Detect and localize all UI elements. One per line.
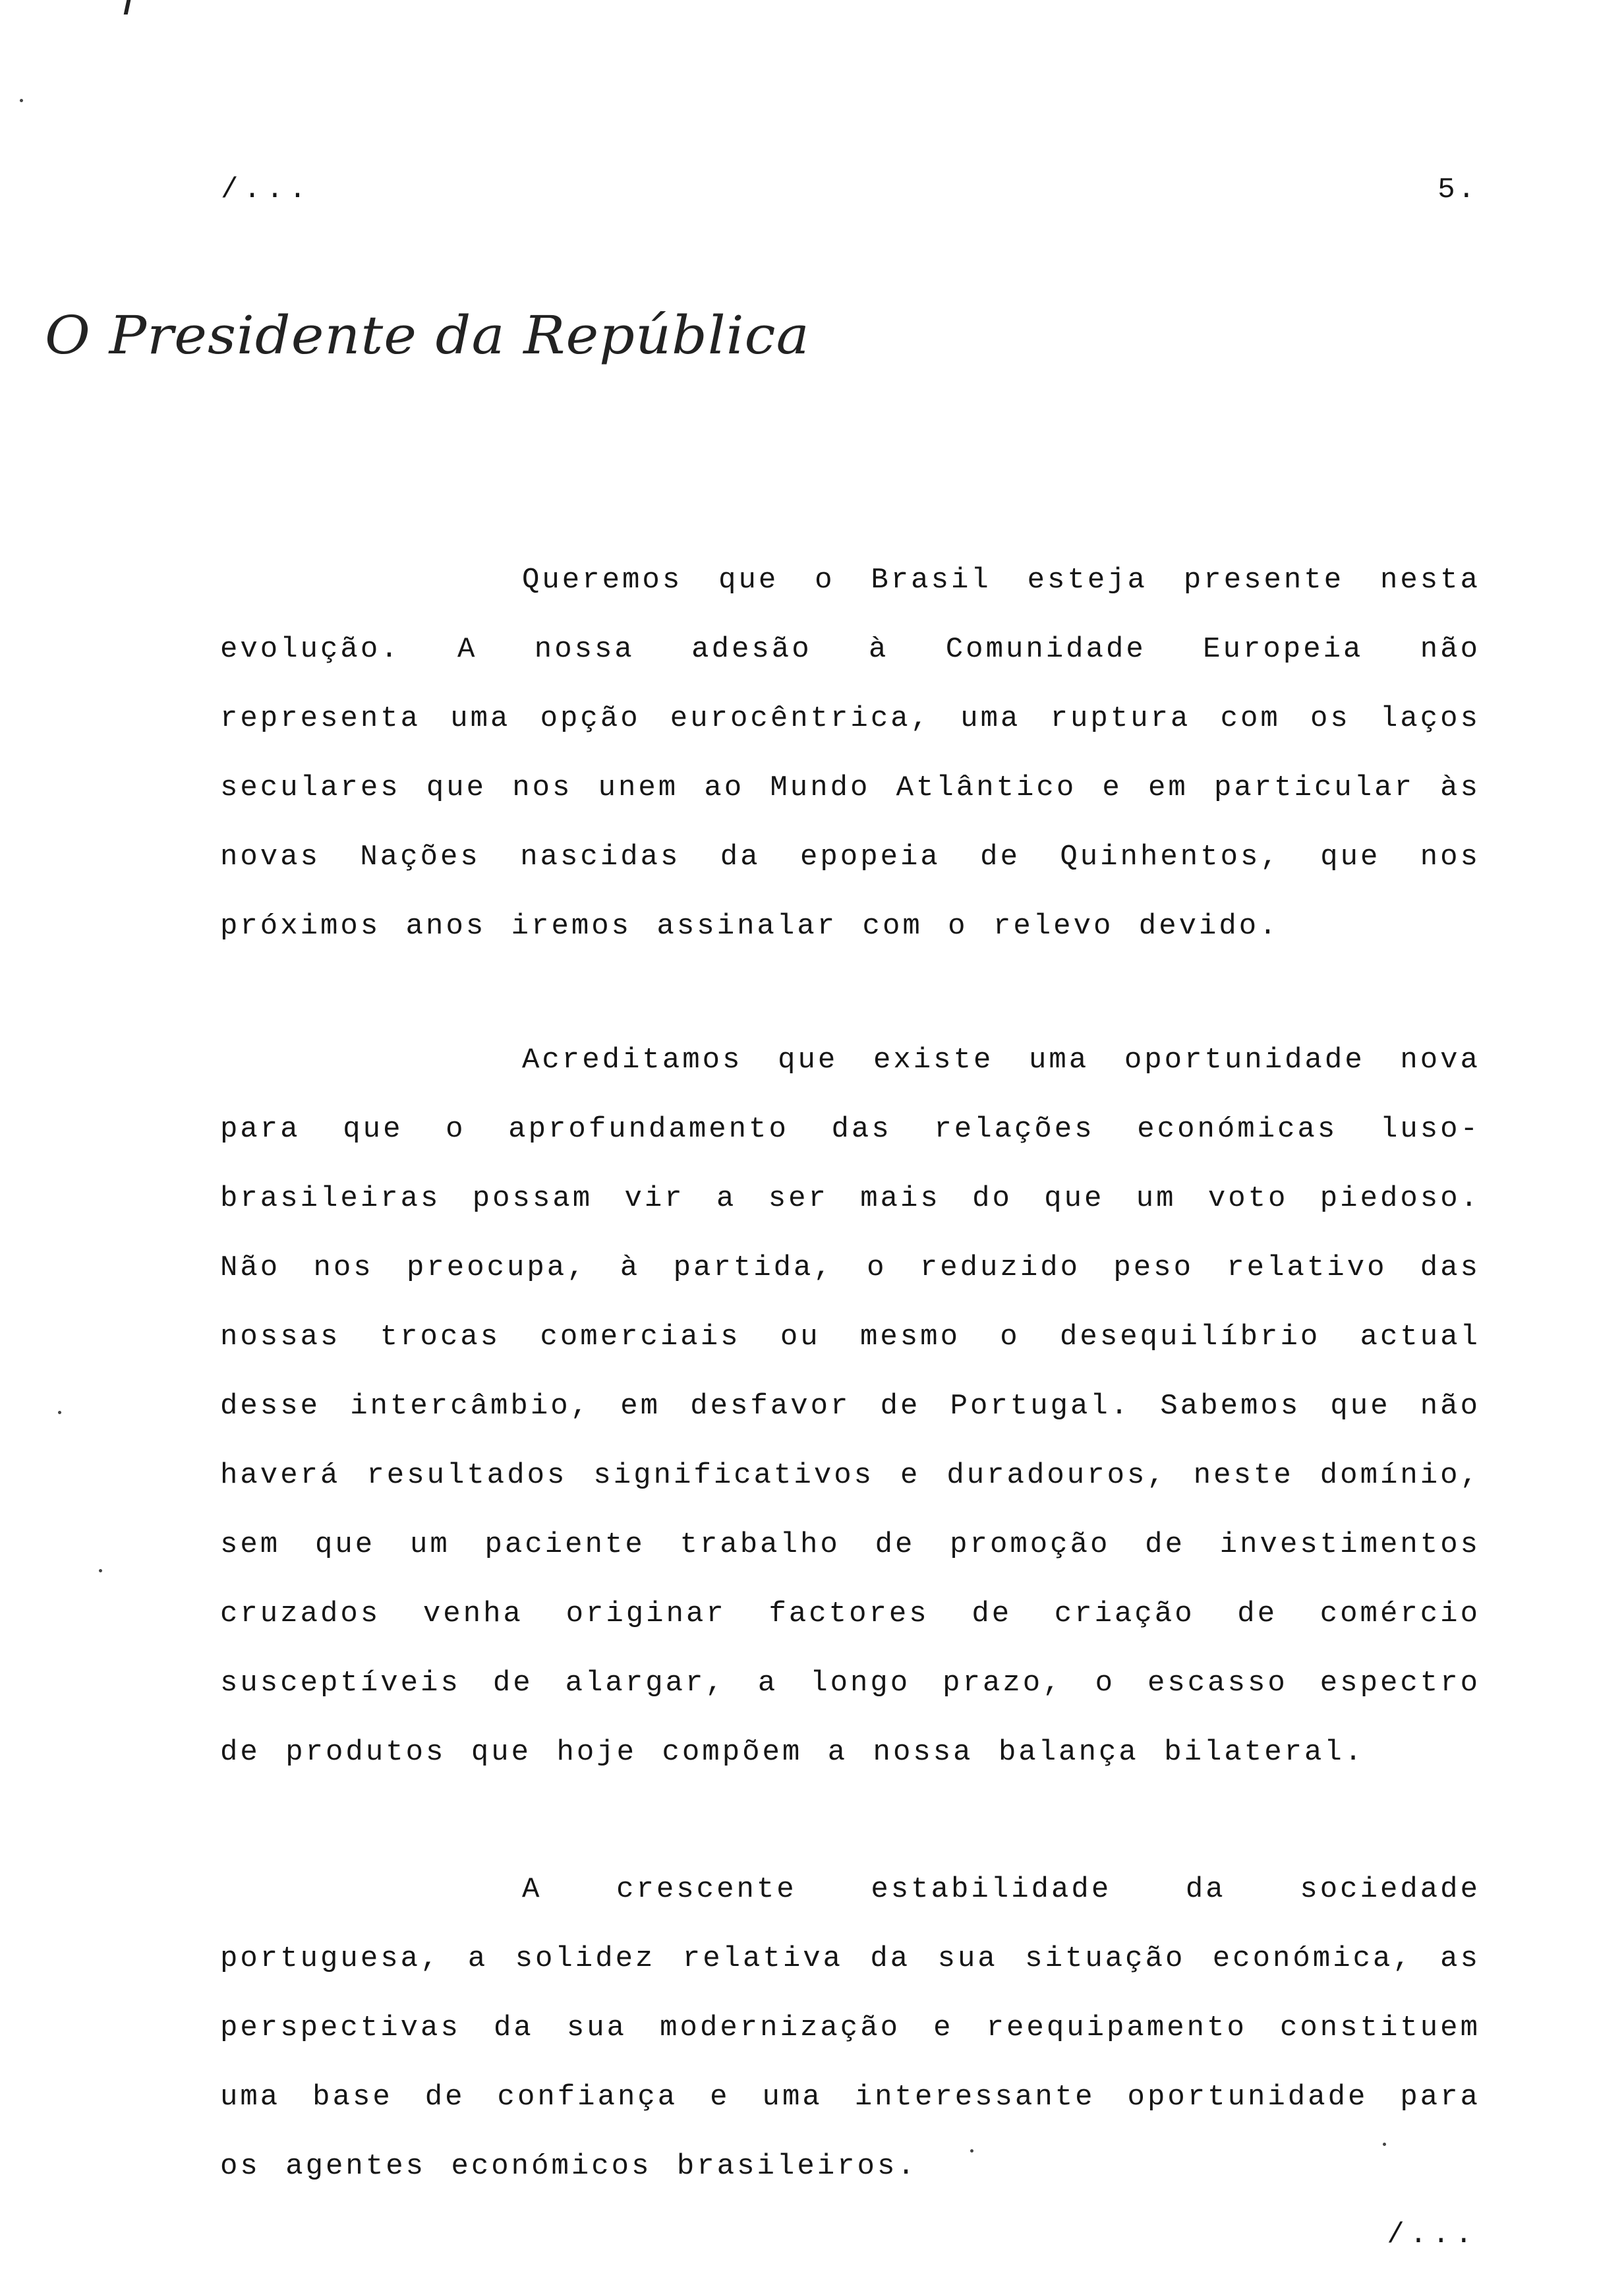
header-continuation-mark: /...: [221, 173, 312, 206]
scan-speck: [970, 2149, 973, 2153]
paragraph-3-text: A crescente estabilidade da sociedade portuguesa, a solidez relativa da sua situação económica, as perspectivas da sua modernização e reequipamento constituem uma base de confiança e uma interessante oportunidade para os agentes económicos brasileiros.: [220, 1873, 1480, 2183]
letterhead-title: O Presidente da República: [45, 305, 810, 367]
paragraph-3: [220, 1855, 1480, 2201]
paragraph-1-text: Queremos que o Brasil esteja presente nesta evolução. A nossa adesão à Comunidade Europeia não representa uma opção eurocêntrica, uma ruptura com os laços seculares que nos unem ao Mundo Atlântico e em particular às novas Nações nascidas da epopeia de Quinhentos, que nos próximos anos iremos assinalar com o relevo devido.: [220, 564, 1480, 943]
scan-speck: [99, 1569, 102, 1572]
paragraph-2-text: Acreditamos que existe uma oportunidade nova para que o aprofundamento das relações económicas luso-brasileiras possam vir a ser mais do que um voto piedoso. Não nos preocupa, à partida, o reduzido peso relativo das nossas trocas comerciais ou mesmo o desequilíbrio actual desse intercâmbio, em desfavor de Portugal. Sabemos que não haverá resultados significativos e duradouros, neste domínio, sem que um paciente trabalho de promoção de investimentos cruzados venha originar factores de criação de comércio susceptíveis de alargar, a longo prazo, o escasso espectro de produtos que hoje compõem a nossa balança bilateral.: [220, 1044, 1480, 1769]
scan-speck: [1383, 2143, 1386, 2146]
paragraph-2: [220, 1026, 1480, 1787]
scan-speck: [58, 1411, 61, 1414]
scan-speck: [20, 99, 23, 102]
footer-continuation-mark: /...: [1387, 2218, 1478, 2251]
page-number: 5.: [1437, 173, 1478, 206]
paragraph-1: [220, 546, 1480, 961]
corner-mark: [124, 0, 131, 15]
